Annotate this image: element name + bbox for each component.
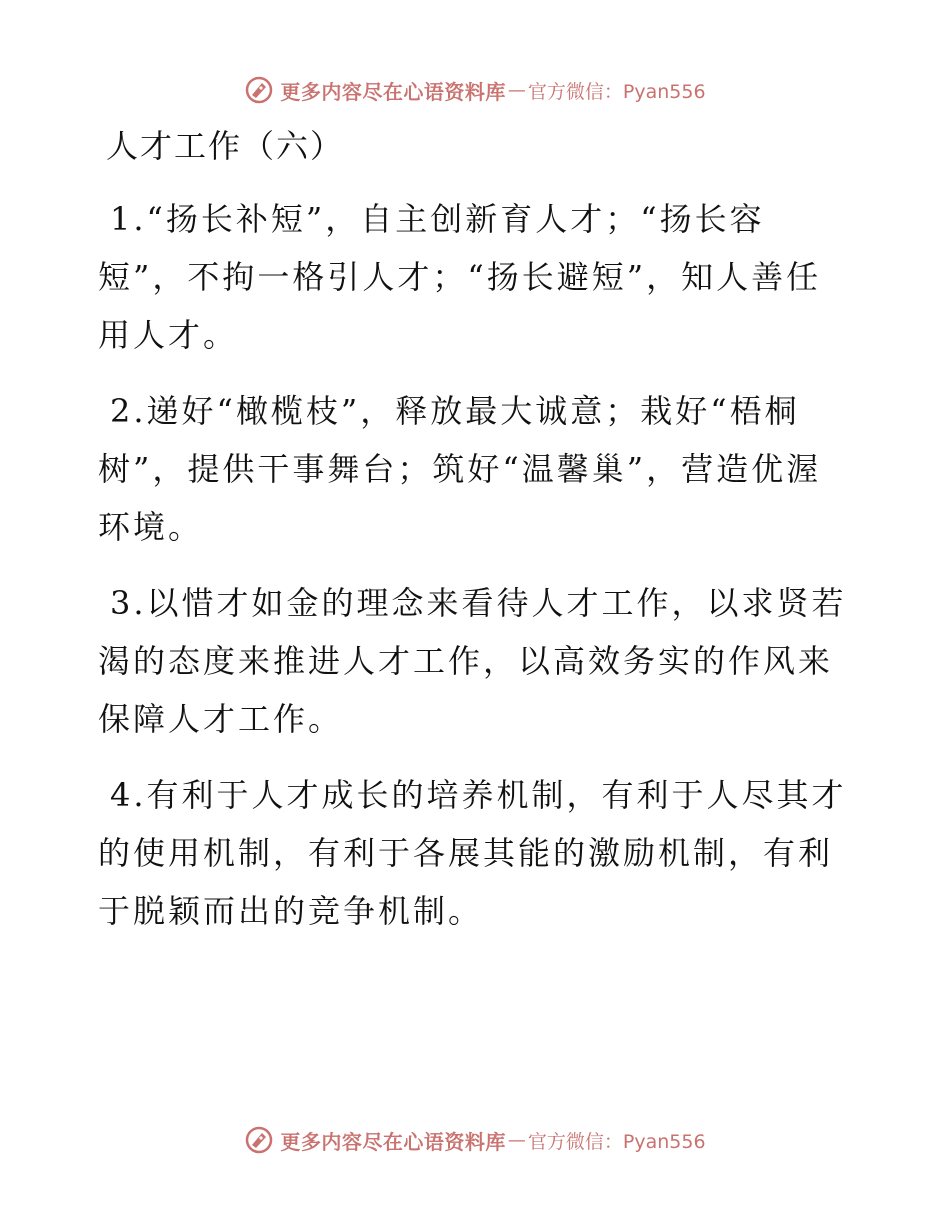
paragraph-4: 4.有利于人才成长的培养机制，有利于人尽其才的使用机制，有利于各展其能的激励机制，有利于脱颖而出的竞争机制。 [98,776,847,930]
watermark-site-text: 更多内容尽在心语资料库 [280,79,506,104]
pen-nib-logo-icon [244,1125,274,1155]
watermark-separator: — [507,1129,526,1151]
watermark-wechat-text: 官方微信：Pyan556 [527,1130,706,1153]
paragraph-2: 2.递好“橄榄枝”，释放最大诚意；栽好“梧桐树”，提供干事舞台；筑好“温馨巢”，营造优渥环境。 [98,392,822,546]
footer-watermark [0,1120,950,1160]
paragraph-3: 3.以惜才如金的理念来看待人才工作，以求贤若渴的态度来推进人才工作，以高效务实的作风来保障人才工作。 [98,584,847,738]
paragraph-1: 1.“扬长补短”，自主创新育人才；“扬长容短”，不拘一格引人才；“扬长避短”，知人善任用人才。 [98,200,822,354]
document-body [98,190,850,958]
document-title: 人才工作（六） [106,127,345,165]
pen-nib-logo-icon [244,75,274,105]
watermark-separator: — [507,79,526,101]
watermark-site-text: 更多内容尽在心语资料库 [280,1129,506,1154]
header-watermark [0,70,950,110]
watermark-wechat-text: 官方微信：Pyan556 [527,80,706,103]
